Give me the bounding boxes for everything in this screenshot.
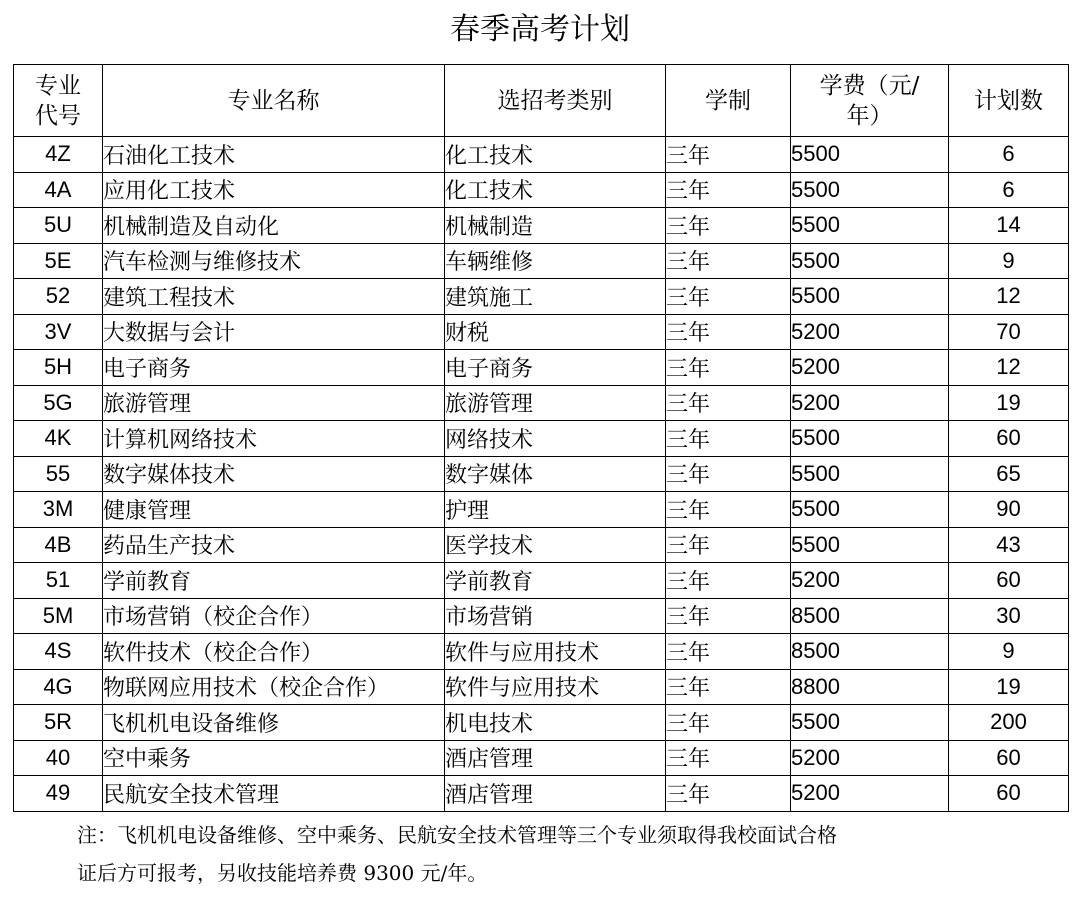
cell-count: 60	[949, 421, 1069, 457]
cell-count: 60	[949, 740, 1069, 776]
cell-fee: 5500	[791, 243, 949, 279]
cell-duration: 三年	[666, 634, 791, 670]
cell-category: 电子商务	[445, 350, 666, 386]
cell-count: 6	[949, 172, 1069, 208]
cell-fee: 5200	[791, 740, 949, 776]
cell-fee: 8800	[791, 669, 949, 705]
cell-duration: 三年	[666, 740, 791, 776]
table-row	[14, 669, 1069, 705]
cell-fee: 5200	[791, 563, 949, 599]
cell-count: 19	[949, 669, 1069, 705]
header-code: 专业代号	[14, 65, 103, 137]
cell-name: 数字媒体技术	[103, 456, 445, 492]
cell-duration: 三年	[666, 669, 791, 705]
cell-code: 52	[14, 279, 103, 315]
cell-fee: 5500	[791, 208, 949, 244]
cell-code: 4Z	[14, 137, 103, 173]
cell-category: 车辆维修	[445, 243, 666, 279]
table-row	[14, 492, 1069, 528]
cell-category: 数字媒体	[445, 456, 666, 492]
header-fee: 学费（元/年）	[791, 65, 949, 137]
cell-category: 酒店管理	[445, 740, 666, 776]
cell-name: 机械制造及自动化	[103, 208, 445, 244]
cell-code: 5G	[14, 385, 103, 421]
cell-fee: 5500	[791, 527, 949, 563]
cell-duration: 三年	[666, 350, 791, 386]
cell-code: 5H	[14, 350, 103, 386]
cell-count: 60	[949, 776, 1069, 812]
footnote	[77, 816, 1057, 892]
cell-code: 55	[14, 456, 103, 492]
cell-duration: 三年	[666, 314, 791, 350]
table-row	[14, 350, 1069, 386]
cell-category: 财税	[445, 314, 666, 350]
header-row	[14, 65, 1069, 137]
cell-code: 3M	[14, 492, 103, 528]
cell-name: 飞机机电设备维修	[103, 705, 445, 741]
cell-count: 43	[949, 527, 1069, 563]
cell-fee: 5500	[791, 456, 949, 492]
cell-count: 70	[949, 314, 1069, 350]
cell-name: 市场营销（校企合作）	[103, 598, 445, 634]
cell-duration: 三年	[666, 243, 791, 279]
cell-duration: 三年	[666, 705, 791, 741]
table-row	[14, 563, 1069, 599]
cell-code: 5U	[14, 208, 103, 244]
table-row	[14, 137, 1069, 173]
cell-name: 建筑工程技术	[103, 279, 445, 315]
cell-category: 护理	[445, 492, 666, 528]
cell-duration: 三年	[666, 456, 791, 492]
cell-duration: 三年	[666, 598, 791, 634]
cell-category: 医学技术	[445, 527, 666, 563]
cell-code: 5R	[14, 705, 103, 741]
header-duration: 学制	[666, 65, 791, 137]
table-row	[14, 456, 1069, 492]
cell-count: 60	[949, 563, 1069, 599]
cell-name: 石油化工技术	[103, 137, 445, 173]
table-row	[14, 421, 1069, 457]
cell-duration: 三年	[666, 421, 791, 457]
cell-category: 软件与应用技术	[445, 634, 666, 670]
cell-fee: 5500	[791, 172, 949, 208]
footnote-line-2: 证后方可报考，另收技能培养费 9300 元/年。	[77, 861, 488, 885]
cell-name: 软件技术（校企合作）	[103, 634, 445, 670]
cell-count: 12	[949, 279, 1069, 315]
cell-name: 健康管理	[103, 492, 445, 528]
table-row	[14, 172, 1069, 208]
table-row	[14, 314, 1069, 350]
cell-code: 51	[14, 563, 103, 599]
cell-count: 30	[949, 598, 1069, 634]
header-name: 专业名称	[103, 65, 445, 137]
cell-name: 旅游管理	[103, 385, 445, 421]
page-title: 春季高考计划	[450, 12, 630, 47]
cell-code: 40	[14, 740, 103, 776]
cell-fee: 5200	[791, 350, 949, 386]
cell-fee: 5500	[791, 492, 949, 528]
cell-category: 机械制造	[445, 208, 666, 244]
plan-table	[13, 64, 1069, 812]
cell-count: 90	[949, 492, 1069, 528]
cell-count: 14	[949, 208, 1069, 244]
table-row	[14, 598, 1069, 634]
cell-fee: 5500	[791, 137, 949, 173]
table-row	[14, 705, 1069, 741]
cell-code: 5M	[14, 598, 103, 634]
cell-category: 机电技术	[445, 705, 666, 741]
cell-category: 建筑施工	[445, 279, 666, 315]
cell-fee: 5500	[791, 279, 949, 315]
table-row	[14, 527, 1069, 563]
cell-name: 空中乘务	[103, 740, 445, 776]
cell-duration: 三年	[666, 776, 791, 812]
cell-name: 大数据与会计	[103, 314, 445, 350]
cell-fee: 8500	[791, 598, 949, 634]
cell-fee: 5200	[791, 776, 949, 812]
cell-count: 12	[949, 350, 1069, 386]
table-row	[14, 385, 1069, 421]
cell-code: 4A	[14, 172, 103, 208]
cell-code: 5E	[14, 243, 103, 279]
cell-name: 药品生产技术	[103, 527, 445, 563]
cell-duration: 三年	[666, 279, 791, 315]
cell-duration: 三年	[666, 208, 791, 244]
header-category: 选招考类别	[445, 65, 666, 137]
cell-name: 电子商务	[103, 350, 445, 386]
cell-category: 化工技术	[445, 172, 666, 208]
cell-name: 民航安全技术管理	[103, 776, 445, 812]
cell-fee: 5500	[791, 421, 949, 457]
table-row	[14, 279, 1069, 315]
table-row	[14, 634, 1069, 670]
cell-category: 软件与应用技术	[445, 669, 666, 705]
cell-fee: 8500	[791, 634, 949, 670]
cell-category: 酒店管理	[445, 776, 666, 812]
cell-category: 化工技术	[445, 137, 666, 173]
cell-fee: 5200	[791, 314, 949, 350]
cell-code: 4B	[14, 527, 103, 563]
cell-name: 计算机网络技术	[103, 421, 445, 457]
cell-count: 19	[949, 385, 1069, 421]
cell-category: 旅游管理	[445, 385, 666, 421]
cell-code: 3V	[14, 314, 103, 350]
table-row	[14, 243, 1069, 279]
cell-count: 6	[949, 137, 1069, 173]
table-row	[14, 776, 1069, 812]
cell-name: 汽车检测与维修技术	[103, 243, 445, 279]
cell-duration: 三年	[666, 137, 791, 173]
cell-count: 9	[949, 243, 1069, 279]
cell-category: 网络技术	[445, 421, 666, 457]
cell-name: 物联网应用技术（校企合作）	[103, 669, 445, 705]
table-row	[14, 208, 1069, 244]
cell-category: 学前教育	[445, 563, 666, 599]
cell-name: 学前教育	[103, 563, 445, 599]
cell-count: 9	[949, 634, 1069, 670]
cell-duration: 三年	[666, 527, 791, 563]
cell-fee: 5200	[791, 385, 949, 421]
cell-duration: 三年	[666, 563, 791, 599]
cell-duration: 三年	[666, 172, 791, 208]
table-row	[14, 740, 1069, 776]
cell-count: 65	[949, 456, 1069, 492]
header-count: 计划数	[949, 65, 1069, 137]
cell-code: 4K	[14, 421, 103, 457]
cell-duration: 三年	[666, 385, 791, 421]
cell-count: 200	[949, 705, 1069, 741]
footnote-line-1: 注：飞机机电设备维修、空中乘务、民航安全技术管理等三个专业须取得我校面试合格	[77, 823, 837, 847]
cell-fee: 5500	[791, 705, 949, 741]
cell-code: 4G	[14, 669, 103, 705]
cell-code: 4S	[14, 634, 103, 670]
cell-category: 市场营销	[445, 598, 666, 634]
cell-duration: 三年	[666, 492, 791, 528]
cell-code: 49	[14, 776, 103, 812]
cell-name: 应用化工技术	[103, 172, 445, 208]
